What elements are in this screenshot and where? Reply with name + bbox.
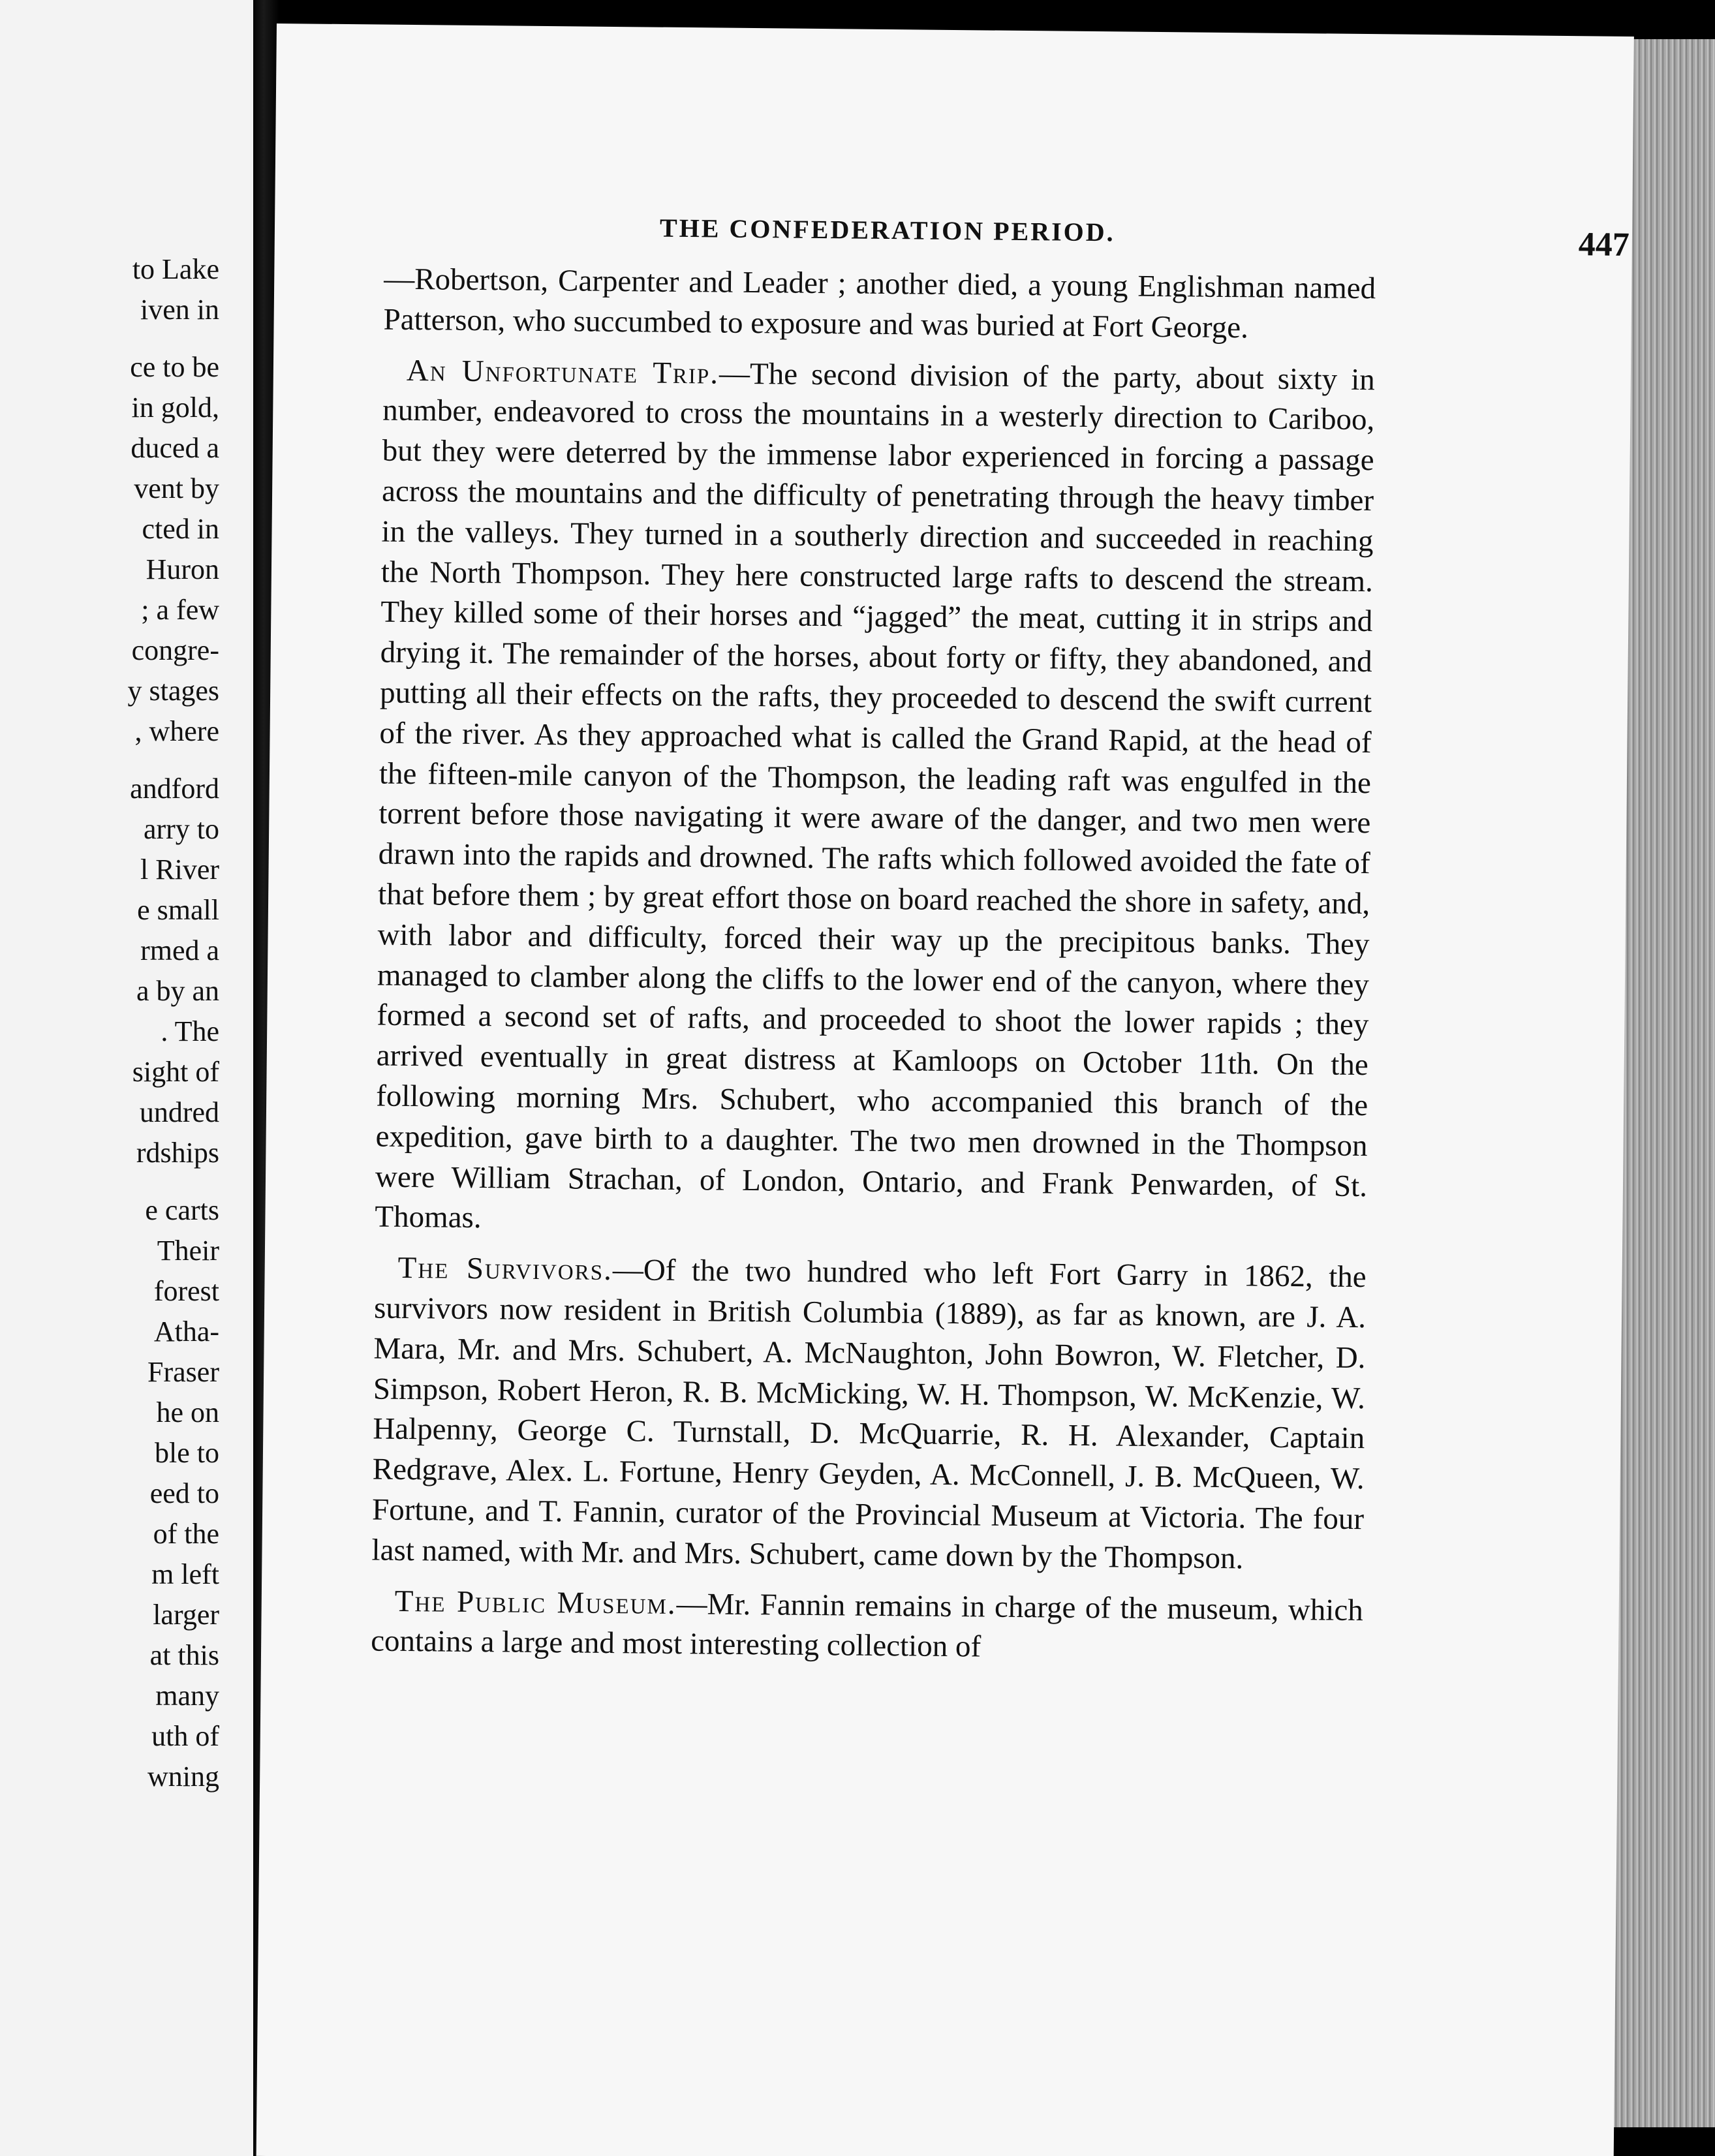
left-page-line: ; a few	[141, 594, 219, 626]
left-page-line: congre-	[131, 634, 219, 666]
left-page-line: iven in	[140, 294, 219, 326]
paragraph-text: —Robertson, Carpenter and Leader ; another died, a young Englishman named Patterson, who succumbed to exposure and was buried at Fort George.	[383, 262, 1376, 345]
body-text	[371, 260, 1376, 1682]
running-head: THE CONFEDERATION PERIOD.	[659, 213, 1115, 247]
left-page-line: e carts	[145, 1194, 219, 1226]
left-page-line: cted in	[142, 513, 219, 545]
left-page-line: uth of	[151, 1720, 219, 1752]
left-page-line: y stages	[127, 675, 219, 707]
paragraph-public-museum	[371, 1581, 1363, 1671]
left-page-line: in gold,	[131, 392, 219, 424]
left-page-line: e small	[137, 894, 219, 926]
paragraph-text: —The second division of the party, about sixty in number, endeavored to cross the mountains in a westerly direction to Cariboo, but they were deterred by the immense labor experienced in forcing a passage across the mountains and the difficulty of penetrating through the heavy timber in the valleys. They turned in a southerly direction and succeeded in reaching the North Thompson. They here constructed large rafts to descend the stream. They killed some of their horses and “jagged” the meat, cutting it in strips and drying it. The remainder of the horses, about forty or fifty, they abandoned, and putting all their effects on the rafts, they proceeded to descend the swift current of the river. As they approached what is called the Grand Rapid, at the head of the fifteen-mile canyon of the Thompson, the leading raft was engulfed in the torrent before those navigating it were aware of the danger, and two men were drawn into the rapids and drowned. The rafts which followed avoided the fate of that before them ; by great effort those on board reached the shore in safety, and, with labor and difficulty, forced their way up the precipitous banks. They managed to clamber along the cliffs to the lower end of the canyon, where they formed a second set of rafts, and proceeded to shoot the lower rapids ; they arrived eventually in great distress at Kamloops on October 11th. On the following morning Mrs. Schubert, who accompanied this branch of the expedition, gave birth to a daughter. The two men drowned in the Thompson were William Strachan, of London, Ontario, and Frank Penwarden, of St. Thomas.	[375, 356, 1376, 1235]
page-number: 447	[1578, 226, 1630, 264]
left-page-line: Their	[157, 1235, 219, 1267]
left-page-line: sight of	[132, 1056, 219, 1088]
left-page-line: ble to	[155, 1437, 219, 1469]
left-page-line: duced a	[131, 432, 219, 464]
left-page-line: eed to	[149, 1477, 219, 1509]
left-page-line: at this	[149, 1639, 219, 1671]
left-page-line: many	[155, 1680, 219, 1712]
left-page-line: he on	[156, 1396, 219, 1428]
left-page-text-column	[4, 249, 219, 1797]
paragraph-heading: The Survivors.	[397, 1250, 613, 1287]
left-page-line: Huron	[146, 553, 219, 585]
left-page-line: rdships	[136, 1137, 219, 1169]
left-page-line: ce to be	[130, 351, 219, 383]
left-page-line: a by an	[136, 975, 219, 1007]
left-page-line: larger	[153, 1599, 219, 1631]
left-page-line: arry to	[143, 813, 219, 845]
left-page-line: andford	[130, 773, 219, 805]
left-page-line: Atha-	[153, 1316, 219, 1348]
left-page-line	[4, 1173, 219, 1190]
paragraph-heading: The Public Museum.	[394, 1584, 677, 1621]
left-page-line: . The	[161, 1015, 219, 1047]
left-page-line	[4, 752, 219, 769]
left-page-line: rmed a	[140, 934, 219, 966]
left-page-line: m left	[151, 1558, 219, 1590]
left-page-line: , where	[134, 715, 219, 747]
left-page-line: wning	[147, 1761, 219, 1793]
left-page-line: l River	[140, 854, 219, 886]
left-page-line: of the	[153, 1518, 219, 1550]
paragraph-text: —Of the two hundred who left Fort Garry in 1862, the survivors now resident in British Columbia (1889), as far as known, are J. A. Mara, Mr. and Mrs. Schubert, A. McNaughton, John Bowron, W. Fletcher, D. Simpson, Robert Heron, R. B. McMicking, W. H. Thompson, W. McKenzie, W. Halpenny, George C. Turnstall, D. McQuarrie, R. H. Alexander, Captain Redgrave, Alex. L. Fortune, Henry Geyden, A. McConnell, J. B. McQueen, W. Fortune, and T. Fannin, curator of the Provincial Museum at Victoria. The four last named, with Mr. and Mrs. Schubert, came down by the Thompson.	[371, 1253, 1367, 1576]
paragraph-survivors	[371, 1248, 1367, 1580]
paragraph-heading: An Unfortunate Trip.	[406, 353, 720, 391]
left-page-line: to Lake	[132, 253, 219, 285]
paragraph-1	[383, 260, 1376, 350]
left-page-line: vent by	[134, 472, 219, 504]
left-page-line: undred	[139, 1096, 219, 1128]
left-facing-page	[0, 0, 253, 2156]
paragraph-text: —Mr. Fannin remains in charge of the museum, which contains a large and most interesting collection of	[370, 1586, 1363, 1664]
left-page-line	[4, 330, 219, 347]
paragraph-unfortunate-trip	[375, 350, 1375, 1247]
main-page	[256, 23, 1634, 2156]
left-page-line: Fraser	[147, 1356, 219, 1388]
left-page-line: forest	[153, 1275, 219, 1307]
